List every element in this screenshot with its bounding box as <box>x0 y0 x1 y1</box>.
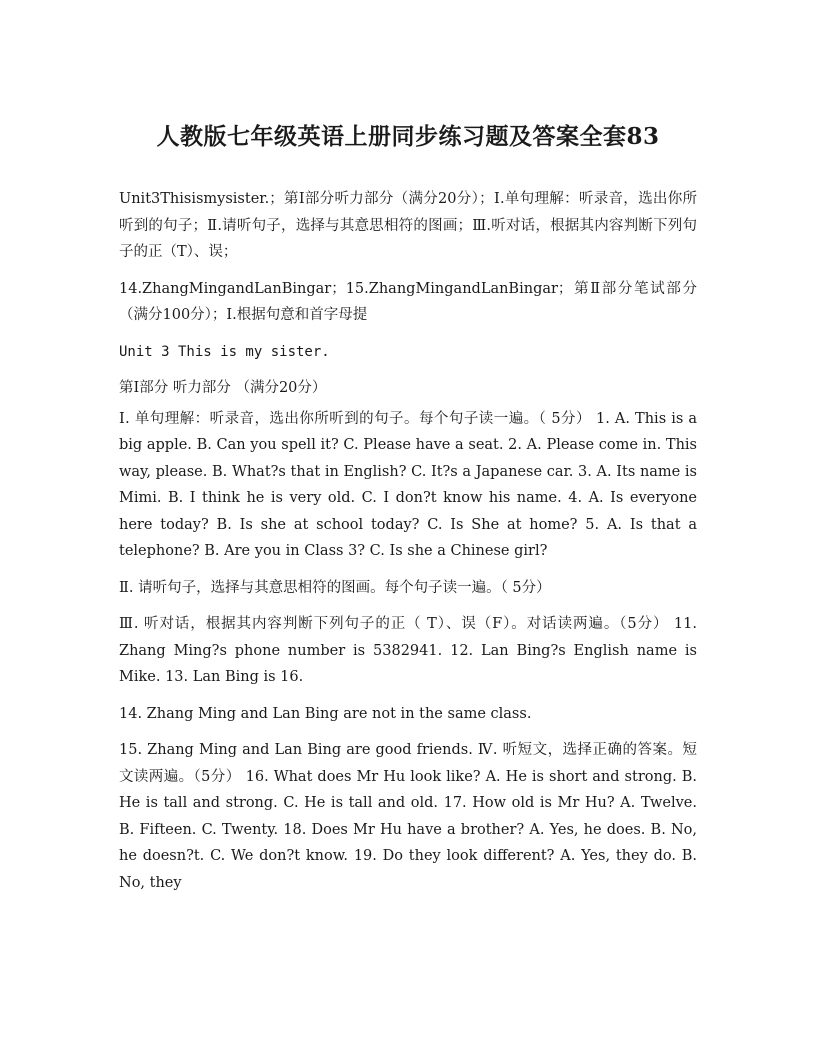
question-block-4: 15. Zhang Ming and Lan Bing are good friends. Ⅳ. 听短文，选择正确的答案。短文读两遍。（5分） 16. What does Mr Hu look like? A. He is short and strong. B. He is tall and strong. C. He is tall and old. 17. How old is Mr Hu? A. Twelve. B. Fifteen. C. Twenty. 18. Does Mr Hu have a brother? A. Yes, he does. B. No, he doesn?t. C. We don?t know. 19. Do they look different? A. Yes, they do. B. No, they <box>119 742 697 891</box>
summary-paragraph-2: 14.ZhangMingandLanBingar；15.ZhangMingandLanBingar；第Ⅱ部分笔试部分（满分100分）；Ⅰ.根据句意和首字母提 <box>119 280 697 323</box>
question-block-3: Ⅲ. 听对话，根据其内容判断下列句子的正（ T）、误（F）。对话读两遍。（5分） 11. Zhang Ming?s phone number is 5382941. 12. Lan Bing?s English name is Mike. 13. Lan Bing is 16. <box>119 616 697 685</box>
section-heading: 第Ⅰ部分 听力部分 （满分20分） <box>119 380 327 396</box>
document-body <box>119 186 697 906</box>
question-block-2: Ⅱ. 请听句子，选择与其意思相符的图画。每个句子读一遍。（ 5分） <box>119 579 551 596</box>
document-title: 人教版七年级英语上册同步练习题及答案全套83 <box>156 123 660 150</box>
unit-heading: Unit 3 This is my sister. <box>119 343 330 360</box>
summary-paragraph-1: Unit3Thisismysister.；第Ⅰ部分听力部分（满分20分）；Ⅰ.单句理解：听录音，选出你所听到的句子；Ⅱ.请听句子，选择与其意思相符的图画；Ⅲ.听对话，根据其内容判断下列句子的正（T）、误； <box>119 191 697 260</box>
question-item-14: 14. Zhang Ming and Lan Bing are not in the same class. <box>119 705 532 722</box>
question-block-1: Ⅰ. 单句理解：听录音，选出你所听到的句子。每个句子读一遍。（ 5分） 1. A. This is a big apple. B. Can you spell it? C. Please have a seat. 2. A. Please come in. This way, please. B. What?s that in English? C. It?s a Japanese car. 3. A. Its name is Mimi. B. I think he is very old. C. I don?t know his name. 4. A. Is everyone here today? B. Is she at school today? C. Is She at home? 5. A. Is that a telephone? B. Are you in Class 3? C. Is she a Chinese girl? <box>119 410 697 559</box>
